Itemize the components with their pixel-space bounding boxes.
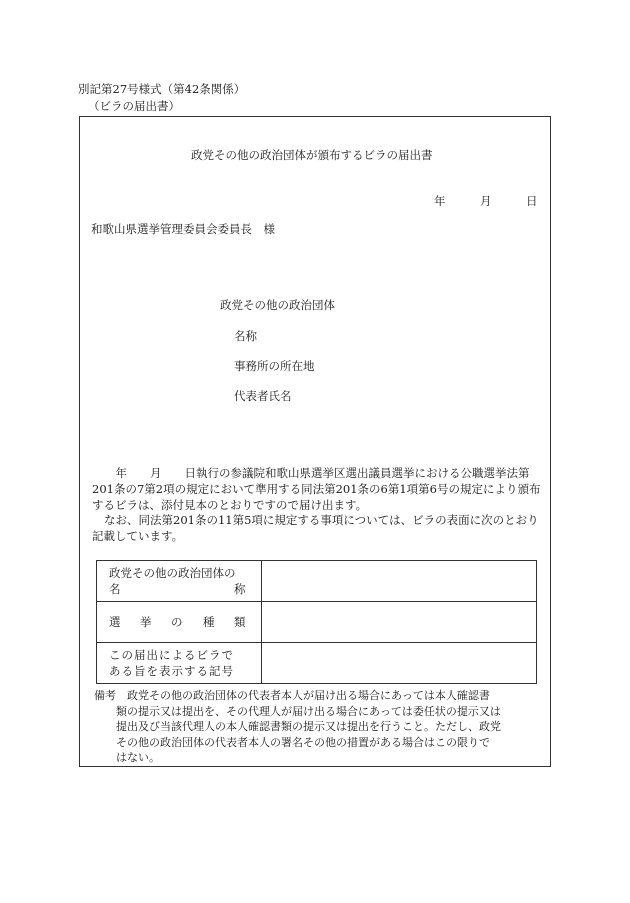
table-label-cell — [97, 643, 262, 684]
row2-label-char: 類 — [234, 615, 246, 629]
body-line-1: 年 月 日執行の参議院和歌山県選挙区選出議員選挙における公職選挙法第 — [104, 466, 530, 480]
row2-label-char: 挙 — [140, 615, 152, 629]
row2-value-cell[interactable] — [262, 602, 537, 643]
body-line-4: なお、同法第201条の11第5項に規定する事項については、ビラの表面に次のとおり — [104, 513, 539, 527]
body-line-2: 201条の7第2項の規定において準用する同法第201条の6第1項第6号の規定により頒布 — [92, 482, 541, 496]
applicant-office-label: 事務所の所在地 — [234, 359, 315, 373]
row2-label-char: 種 — [203, 615, 215, 629]
notes-line-4: その他の政治団体の代表者本人の署名その他の措置がある場合はこの限りで — [116, 736, 490, 749]
row2-label-char: の — [171, 615, 183, 629]
table-label-cell — [97, 602, 262, 643]
applicant-representative-label: 代表者氏名 — [234, 389, 292, 403]
table-row — [97, 643, 537, 684]
row1-value-cell[interactable] — [262, 561, 537, 602]
form-number-label: 別記第27号様式（第42条関係） — [78, 82, 246, 96]
row1-label-line-b-start: 名 — [109, 582, 121, 596]
notes-line-5: はない。 — [116, 751, 160, 764]
notes-line-1: 備考 政党その他の政治団体の代表者本人が届け出る場合にあっては本人確認書 — [94, 689, 490, 702]
table-row — [97, 602, 537, 643]
info-table — [96, 560, 537, 684]
body-line-5: 記載しています。 — [92, 529, 184, 543]
row1-label-line-b-end: 称 — [234, 582, 246, 596]
addressee: 和歌山県選挙管理委員会委員長 様 — [91, 222, 275, 236]
table-label-cell — [97, 561, 262, 602]
table-row — [97, 561, 537, 602]
notes-line-3: 提出及び当該代理人の本人確認書類の提示又は提出を行うこと。ただし、政党 — [116, 720, 501, 733]
row2-label-char: 選 — [109, 615, 121, 629]
date-year-label: 年 — [434, 194, 446, 208]
row3-value-cell[interactable] — [262, 643, 537, 684]
form-subtitle: （ビラの届出書） — [88, 99, 180, 113]
notes-line-2: 類の提示又は提出を、その代理人が届け出る場合にあっては委任状の提示又は — [116, 705, 501, 718]
applicant-name-label: 名称 — [234, 329, 257, 343]
body-line-3: するビラは、添付見本のとおりですので届け出ます。 — [92, 498, 368, 512]
applicant-group-label: 政党その他の政治団体 — [220, 298, 335, 312]
row3-label-line-a: この届出によるビラで — [109, 648, 234, 662]
row3-label-line-b: ある旨を表示する記号 — [109, 664, 234, 678]
date-day-label: 日 — [526, 194, 538, 208]
date-month-label: 月 — [480, 194, 492, 208]
document-title: 政党その他の政治団体が頒布するビラの届出書 — [191, 148, 433, 162]
row1-label-line-a: 政党その他の政治団体の — [109, 566, 236, 580]
